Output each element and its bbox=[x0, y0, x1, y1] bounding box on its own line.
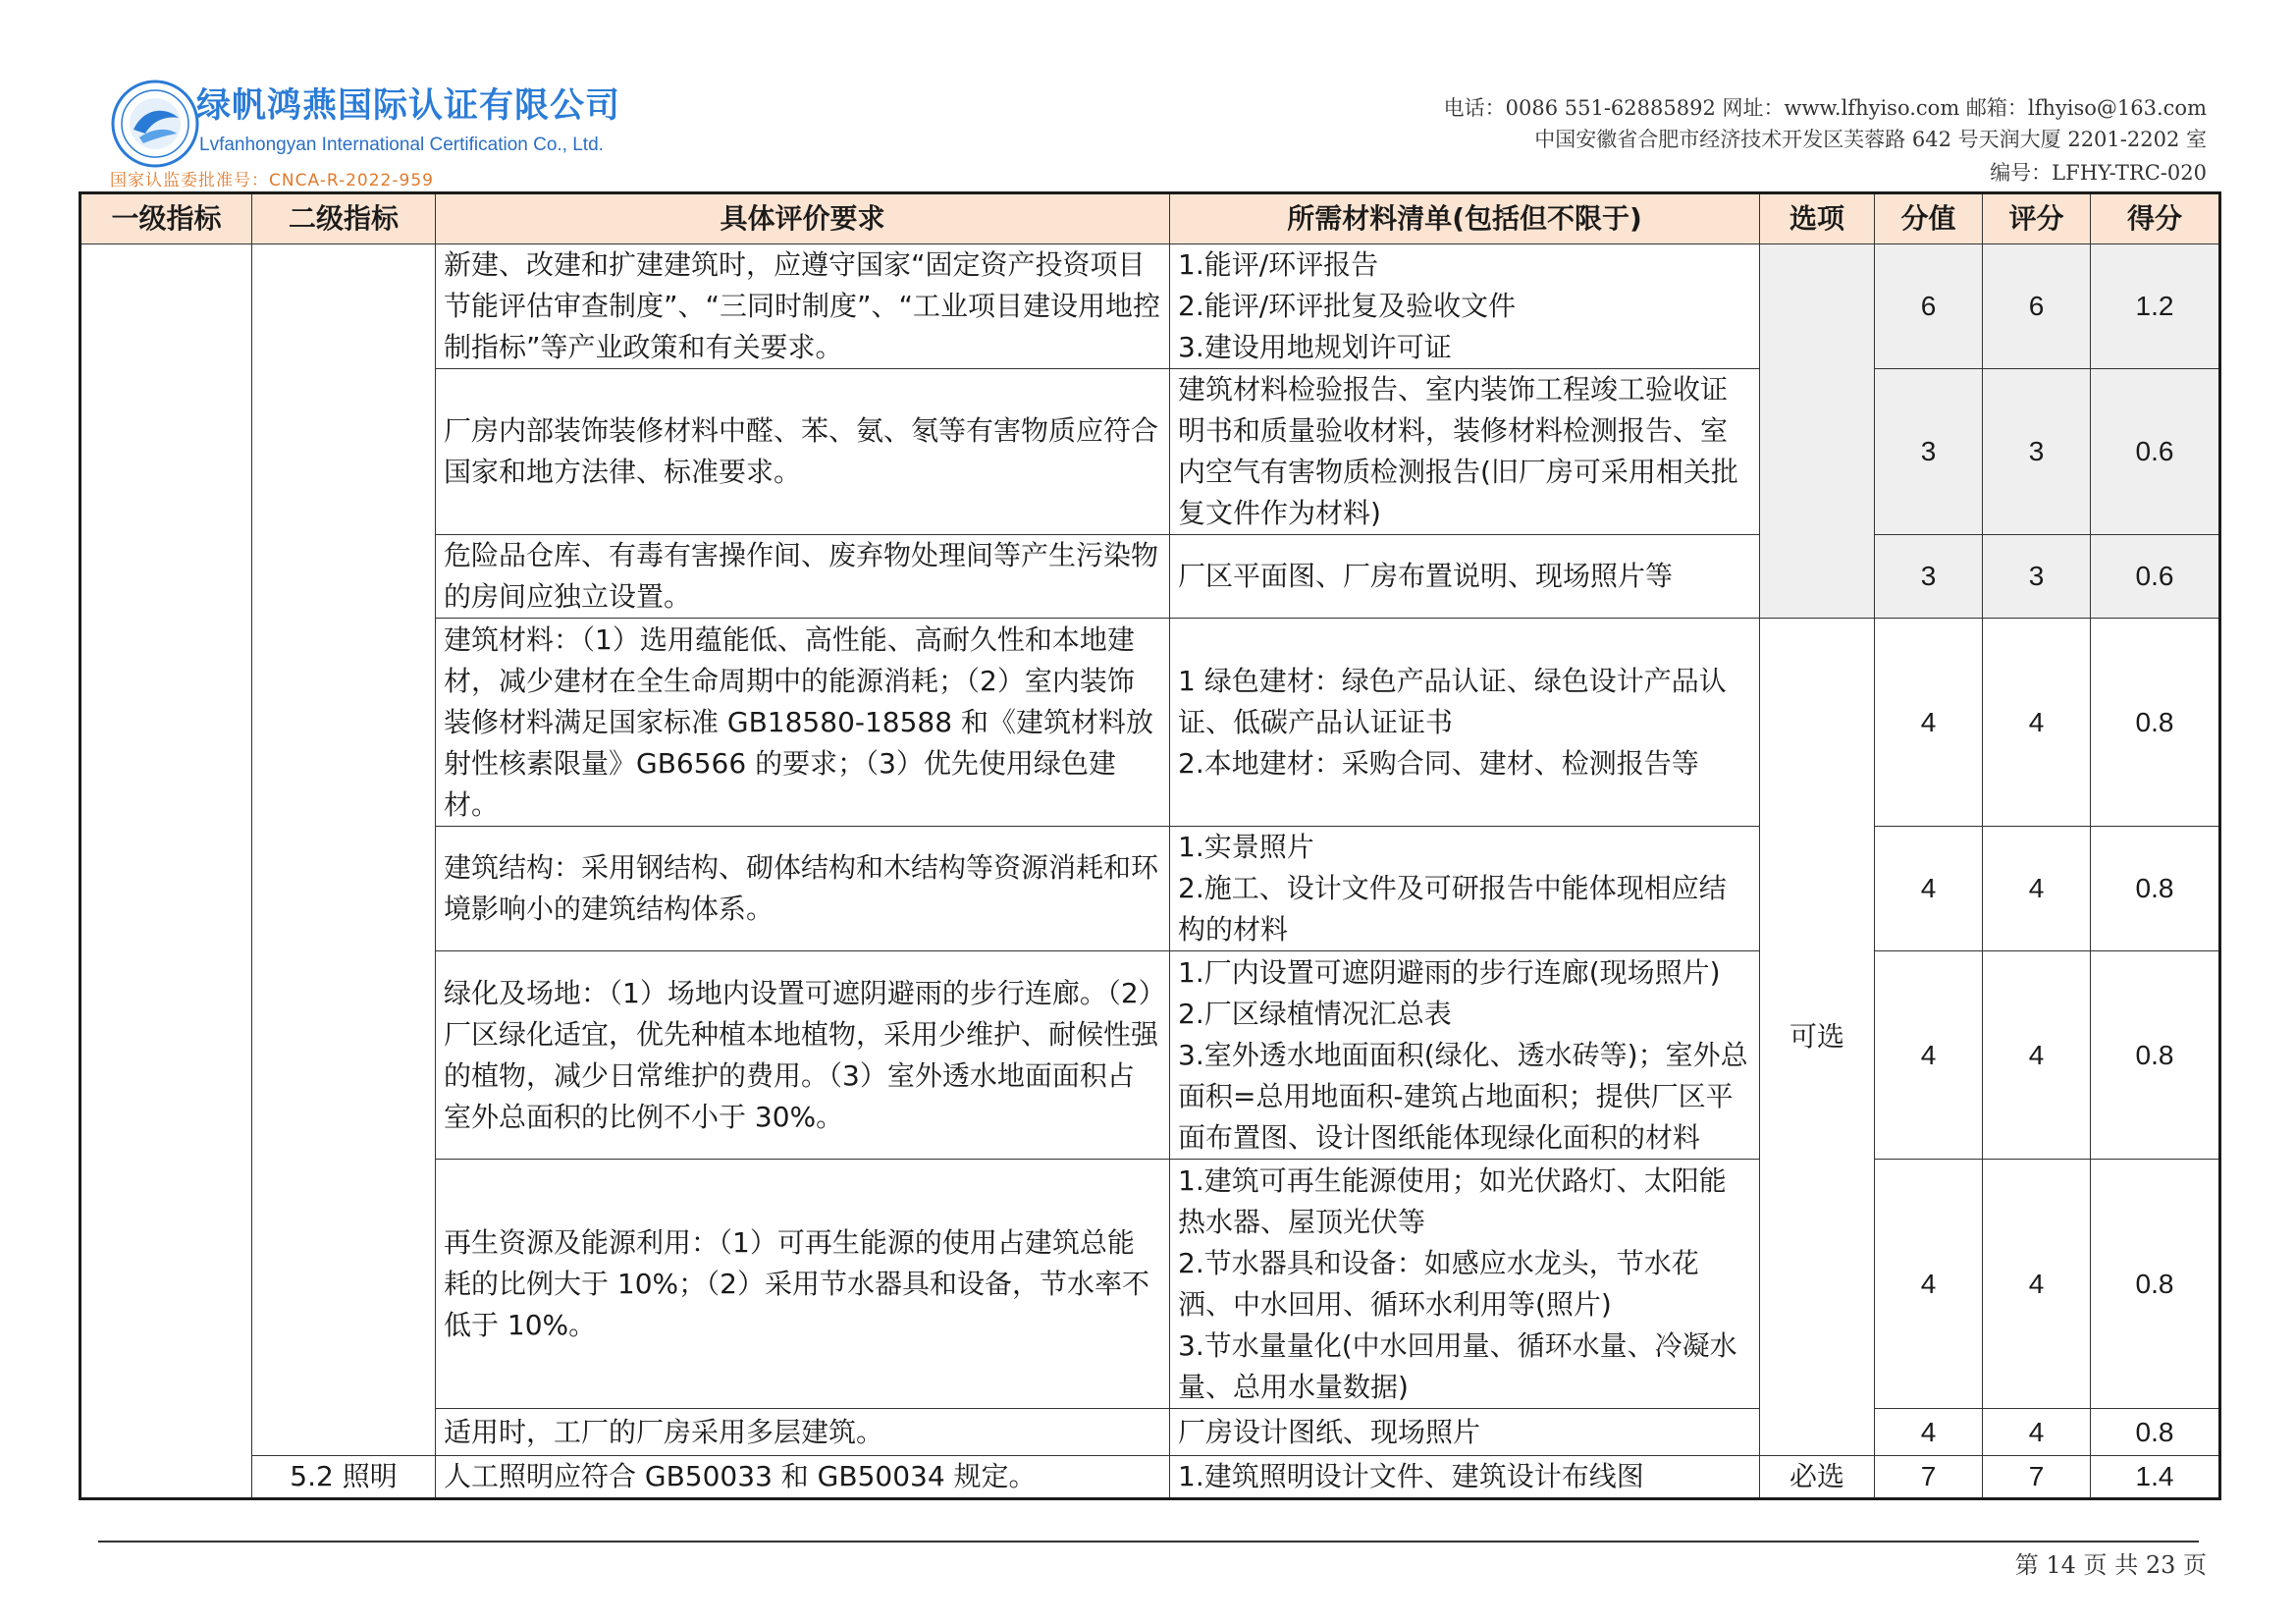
material-item: 1.建筑可再生能源使用；如光伏路灯、太阳能热水器、屋顶光伏等 bbox=[1178, 1164, 1727, 1238]
score-cell: 1.4 bbox=[2091, 1456, 2220, 1499]
value-cell: 7 bbox=[1875, 1456, 1983, 1499]
value-cell: 4 bbox=[1875, 827, 1983, 951]
page-header bbox=[0, 0, 2296, 191]
material-item: 1 绿色建材：绿色产品认证、绿色设计产品认证、低碳产品认证证书 bbox=[1178, 664, 1727, 738]
rating-cell: 4 bbox=[1983, 1409, 2091, 1456]
requirement-cell: 厂房内部装饰装修材料中醛、苯、氨、氡等有害物质应符合国家和地方法律、标准要求。 bbox=[436, 369, 1170, 535]
materials-cell bbox=[1170, 535, 1760, 619]
materials-cell bbox=[1170, 1160, 1760, 1409]
material-item: 建筑材料检验报告、室内装饰工程竣工验收证明书和质量验收材料，装修材料检测报告、室内空气有害物质检测报告(旧厂房可采用相关批复文件作为材料) bbox=[1178, 373, 1738, 529]
rating-cell: 3 bbox=[1983, 535, 2091, 619]
table-row bbox=[80, 1456, 2220, 1499]
header-score: 得分 bbox=[2091, 193, 2220, 244]
requirement-cell: 绿化及场地：（1）场地内设置可遮阴避雨的步行连廊。（2）厂区绿化适宜，优先种植本地植物，采用少维护、耐候性强的植物，减少日常维护的费用。（3）室外透水地面面积占室外总面积的比例不小于 30%。 bbox=[436, 951, 1170, 1160]
materials-cell bbox=[1170, 1456, 1760, 1499]
rating-cell: 4 bbox=[1983, 951, 2091, 1160]
footer-divider bbox=[98, 1541, 2199, 1543]
materials-cell bbox=[1170, 827, 1760, 951]
requirement-cell: 人工照明应符合 GB50033 和 GB50034 规定。 bbox=[436, 1456, 1170, 1499]
materials-cell bbox=[1170, 1409, 1760, 1456]
contact-line: 电话：0086 551-62885892 网址：www.lfhyiso.com 邮箱：lfhyiso@163.com bbox=[1443, 96, 2207, 120]
address-line: 中国安徽省合肥市经济技术开发区芙蓉路 642 号天润大厦 2201-2202 室 bbox=[1534, 128, 2207, 151]
value-cell: 4 bbox=[1875, 619, 1983, 827]
requirement-cell: 适用时，工厂的厂房采用多层建筑。 bbox=[436, 1409, 1170, 1456]
material-item: 1.厂内设置可遮阴避雨的步行连廊(现场照片) bbox=[1178, 955, 1721, 989]
requirement-cell: 危险品仓库、有毒有害操作间、废弃物处理间等产生污染物的房间应独立设置。 bbox=[436, 535, 1170, 619]
score-cell: 0.8 bbox=[2091, 619, 2220, 827]
material-item: 3.室外透水地面面积(绿化、透水砖等)；室外总面积=总用地面积-建筑占地面积；提供厂区平面布置图、设计图纸能体现绿化面积的材料 bbox=[1178, 1038, 1748, 1154]
header-value: 分值 bbox=[1875, 193, 1983, 244]
company-name-cn: 绿帆鸿燕国际认证有限公司 bbox=[196, 86, 621, 126]
material-item: 2.节水器具和设备：如感应水龙头，节水花洒、中水回用、循环水利用等(照片) bbox=[1178, 1246, 1699, 1321]
material-item: 2.施工、设计文件及可研报告中能体现相应结构的材料 bbox=[1178, 872, 1727, 946]
rating-cell: 7 bbox=[1983, 1456, 2091, 1499]
score-cell: 0.8 bbox=[2091, 951, 2220, 1160]
requirement-cell: 新建、改建和扩建建筑时，应遵守国家“固定资产投资项目节能评估审查制度”、“三同时制度”、“工业项目建设用地控制指标”等产业政策和有关要求。 bbox=[436, 244, 1170, 369]
level2-cell bbox=[252, 244, 436, 1456]
rating-cell: 6 bbox=[1983, 244, 2091, 369]
score-cell: 0.8 bbox=[2091, 827, 2220, 951]
option-required-cell: 必选 bbox=[1760, 1456, 1875, 1499]
header-requirement: 具体评价要求 bbox=[436, 193, 1170, 244]
material-item: 1.建筑照明设计文件、建筑设计布线图 bbox=[1178, 1460, 1644, 1492]
materials-cell bbox=[1170, 244, 1760, 369]
rating-cell: 4 bbox=[1983, 1160, 2091, 1409]
materials-cell bbox=[1170, 369, 1760, 535]
material-item: 3.节水量量化(中水回用量、循环水量、冷凝水量、总用水量数据) bbox=[1178, 1328, 1737, 1403]
score-cell: 0.8 bbox=[2091, 1409, 2220, 1456]
approval-number: 国家认监委批准号：CNCA-R-2022-959 bbox=[110, 171, 434, 190]
company-logo-icon bbox=[110, 79, 200, 169]
company-name-en: Lvfanhongyan International Certification Co., Ltd. bbox=[199, 135, 604, 155]
evaluation-table bbox=[79, 191, 2221, 1500]
value-cell: 3 bbox=[1875, 535, 1983, 619]
header-materials: 所需材料清单(包括但不限于) bbox=[1170, 193, 1760, 244]
material-item: 1.能评/环评报告 bbox=[1178, 248, 1379, 281]
rating-cell: 4 bbox=[1983, 619, 2091, 827]
requirement-cell: 再生资源及能源利用：（1）可再生能源的使用占建筑总能耗的比例大于 10%；（2）采用节水器具和设备，节水率不低于 10%。 bbox=[436, 1160, 1170, 1409]
value-cell: 4 bbox=[1875, 951, 1983, 1160]
value-cell: 4 bbox=[1875, 1409, 1983, 1456]
rating-cell: 3 bbox=[1983, 369, 2091, 535]
header-level1: 一级指标 bbox=[80, 193, 252, 244]
table-row bbox=[80, 244, 2220, 369]
material-item: 厂房设计图纸、现场照片 bbox=[1178, 1415, 1481, 1448]
document-number: 编号：LFHY-TRC-020 bbox=[1990, 161, 2207, 185]
value-cell: 3 bbox=[1875, 369, 1983, 535]
score-cell: 0.8 bbox=[2091, 1160, 2220, 1409]
header-level2: 二级指标 bbox=[252, 193, 436, 244]
option-optional-cell: 可选 bbox=[1760, 619, 1875, 1456]
material-item: 2.厂区绿植情况汇总表 bbox=[1178, 997, 1452, 1030]
requirement-cell: 建筑材料：（1）选用蕴能低、高性能、高耐久性和本地建材，减少建材在全生命周期中的能源消耗；（2）室内装饰装修材料满足国家标准 GB18580-18588 和《建筑材料放射性核素限量》GB6566 的要求；（3）优先使用绿色建材。 bbox=[436, 619, 1170, 827]
option-cell bbox=[1760, 244, 1875, 619]
header-rating: 评分 bbox=[1983, 193, 2091, 244]
material-item: 1.实景照片 bbox=[1178, 831, 1314, 863]
table-header-row bbox=[80, 193, 2220, 244]
score-cell: 1.2 bbox=[2091, 244, 2220, 369]
material-item: 3.建设用地规划许可证 bbox=[1178, 331, 1452, 363]
level1-cell bbox=[80, 244, 252, 1499]
materials-cell bbox=[1170, 951, 1760, 1160]
value-cell: 6 bbox=[1875, 244, 1983, 369]
header-option: 选项 bbox=[1760, 193, 1875, 244]
material-item: 厂区平面图、厂房布置说明、现场照片等 bbox=[1178, 560, 1674, 592]
score-cell: 0.6 bbox=[2091, 369, 2220, 535]
page-number: 第 14 页 共 23 页 bbox=[2014, 1551, 2207, 1579]
material-item: 2.能评/环评批复及验收文件 bbox=[1178, 290, 1517, 322]
materials-cell bbox=[1170, 619, 1760, 827]
rating-cell: 4 bbox=[1983, 827, 2091, 951]
score-cell: 0.6 bbox=[2091, 535, 2220, 619]
value-cell: 4 bbox=[1875, 1160, 1983, 1409]
material-item: 2.本地建材：采购合同、建材、检测报告等 bbox=[1178, 746, 1699, 780]
level2-lighting-cell: 5.2 照明 bbox=[252, 1456, 436, 1499]
requirement-cell: 建筑结构：采用钢结构、砌体结构和木结构等资源消耗和环境影响小的建筑结构体系。 bbox=[436, 827, 1170, 951]
